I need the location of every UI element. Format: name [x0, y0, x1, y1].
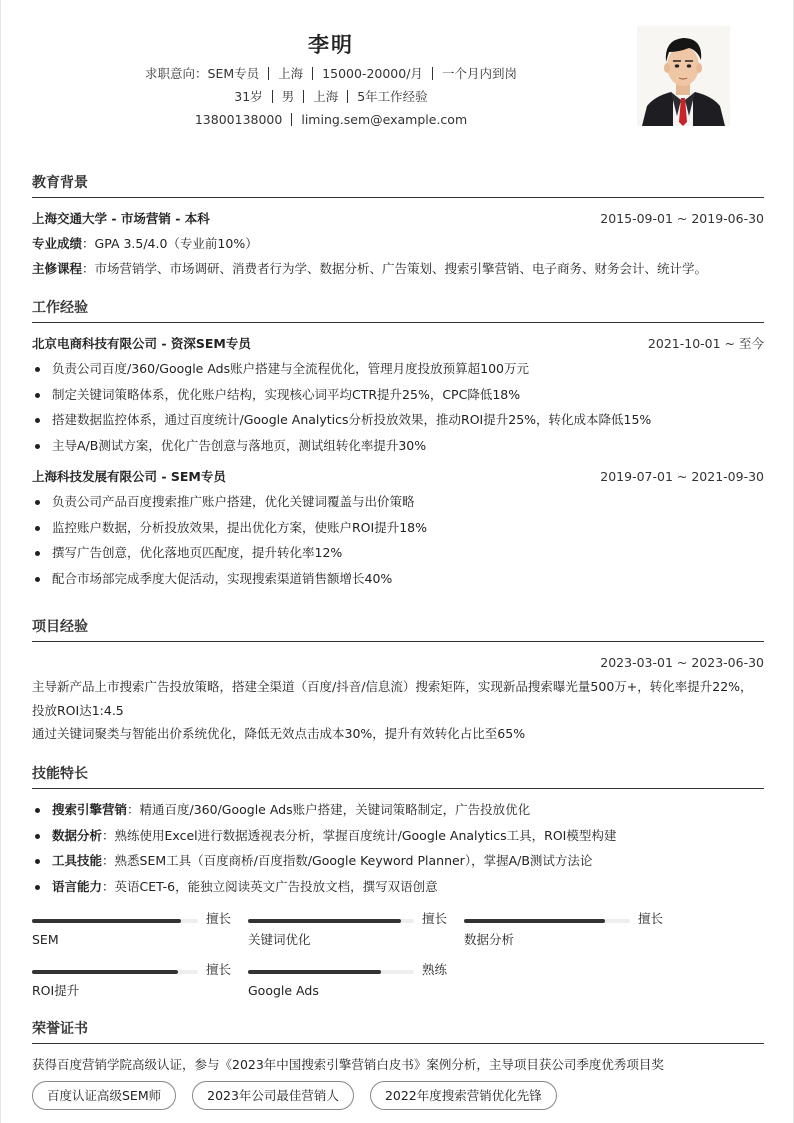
skill-level: 擅长 [206, 962, 232, 977]
section-skills [32, 763, 764, 899]
honor-tag: 百度认证高级SEM师 [32, 1081, 176, 1110]
gender: 男 [281, 89, 295, 104]
skill-level: 擅长 [638, 911, 664, 926]
list-item: 负责公司产品百度搜索推广账户搭建，优化关键词覆盖与出价策略 [32, 489, 764, 515]
job-header [32, 464, 764, 489]
education-date: 2015-09-01 ~ 2019-06-30 [600, 211, 764, 226]
divider [303, 90, 304, 103]
education-entry [32, 206, 764, 231]
section-honors [32, 1018, 764, 1110]
school-major-degree: 上海交通大学 - 市场营销 - 本科 [32, 211, 210, 226]
availability: 一个月内到岗 [441, 66, 517, 81]
skill-bar-fill [32, 919, 181, 923]
list-item [32, 848, 764, 874]
honors-description: 获得百度营销学院高级认证，参与《2023年中国搜索引擎营销白皮书》案例分析，主导项目获公司季度优秀项目奖 [32, 1057, 664, 1072]
skill-label: 搜索引擎营销 [52, 802, 128, 817]
list-item: 配合市场部完成季度大促活动，实现搜索渠道销售额增长40% [32, 566, 764, 592]
project-description: 通过关键词聚类与智能出价系统优化，降低无效点击成本30%，提升有效转化占比至65% [32, 726, 526, 741]
skill-name: ROI提升 [32, 983, 80, 998]
job-bullets [32, 356, 764, 458]
skill-bar-track [248, 970, 414, 974]
job-header [32, 331, 764, 356]
courses-row [32, 256, 764, 281]
experience-years: 5年工作经验 [357, 89, 428, 104]
skill-bar-fill [464, 919, 605, 923]
list-item: 搭建数据监控体系，通过百度统计/Google Analytics分析投放效果，推动ROI提升25%，转化成本降低15% [32, 407, 764, 433]
skill-level: 熟练 [422, 962, 448, 977]
divider [268, 67, 269, 80]
skill-bar [32, 909, 232, 955]
contact-line [1, 108, 661, 131]
section-title-skills: 技能特长 [32, 763, 764, 789]
list-item: 撰写广告创意，优化落地页匹配度，提升转化率12% [32, 540, 764, 566]
job-date: 2019-07-01 ~ 2021-09-30 [600, 469, 764, 484]
skills-list [32, 797, 764, 899]
divider [312, 67, 313, 80]
skill-level: 擅长 [206, 911, 232, 926]
divider [432, 67, 433, 80]
avatar-illustration-icon [637, 26, 730, 126]
skill-bar [464, 909, 664, 955]
section-education [32, 172, 764, 281]
section-title-honors: 荣誉证书 [32, 1018, 764, 1044]
skill-text: ：熟练使用Excel进行数据透视表分析，掌握百度统计/Google Analytics工具，ROI模型构建 [102, 827, 617, 843]
job-company-title: 北京电商科技有限公司 - 资深SEM专员 [32, 336, 251, 351]
location: 上海 [313, 89, 339, 104]
phone: 13800138000 [194, 112, 283, 127]
personal-info-line [1, 85, 661, 108]
section-work [32, 297, 764, 591]
skill-bar [248, 909, 448, 955]
section-title-project: 项目经验 [32, 616, 764, 642]
honor-tag: 2023年公司最佳营销人 [192, 1081, 354, 1110]
courses-value: ：市场营销学、市场调研、消费者行为学、数据分析、广告策划、搜索引擎营销、电子商务、财务会计、统计学。 [82, 261, 708, 276]
list-item: 制定关键词策略体系，优化账户结构，实现核心词平均CTR提升25%，CPC降低18% [32, 382, 764, 408]
skill-label: 工具技能 [52, 853, 103, 868]
honor-tags [32, 1081, 764, 1110]
skill-bar-track [248, 919, 414, 923]
job-bullets [32, 489, 764, 591]
list-item [32, 823, 764, 849]
skill-name: 关键词优化 [248, 932, 311, 947]
section-title-work: 工作经验 [32, 297, 764, 323]
job-intent-line [1, 62, 661, 85]
job-company-title: 上海科技发展有限公司 - SEM专员 [32, 469, 226, 484]
list-item [32, 874, 764, 900]
courses-label: 主修课程 [32, 261, 83, 276]
skill-text: ：熟悉SEM工具（百度商桥/百度指数/Google Keyword Planner），掌握A/B测试方法论 [102, 853, 593, 868]
intent-city: 上海 [278, 66, 304, 81]
resume-header [1, 28, 661, 131]
skill-bar-track [464, 919, 630, 923]
skill-name: Google Ads [248, 983, 319, 998]
divider [272, 90, 273, 103]
skill-bar [32, 960, 232, 1006]
list-item: 主导A/B测试方案，优化广告创意与落地页，测试组转化率提升30% [32, 433, 764, 459]
section-title-education: 教育背景 [32, 172, 764, 198]
skill-bar [248, 960, 448, 1006]
expected-salary: 15000-20000/月 [322, 66, 423, 81]
skill-label: 数据分析 [52, 827, 103, 843]
skill-bar-fill [248, 970, 381, 974]
gpa-label: 专业成绩 [32, 236, 83, 251]
divider [291, 113, 292, 126]
age: 31岁 [234, 89, 263, 104]
list-item: 监控账户数据，分析投放效果，提出优化方案，使账户ROI提升18% [32, 515, 764, 541]
avatar [637, 26, 730, 126]
project-header [32, 650, 764, 675]
divider [347, 90, 348, 103]
job-intent: 求职意向：SEM专员 [145, 66, 260, 81]
skill-label: 语言能力 [52, 878, 103, 894]
candidate-name: 李明 [308, 33, 354, 57]
project-description: 主导新产品上市搜索广告投放策略，搭建全渠道（百度/抖音/信息流）搜索矩阵，实现新品搜索曝光量500万+，转化率提升22%，投放ROI达1:4.5 [32, 679, 753, 718]
gpa-row [32, 231, 764, 256]
skill-bar-fill [32, 970, 178, 974]
skill-text: ：英语CET-6，能独立阅读英文广告投放文档，撰写双语创意 [102, 878, 438, 894]
skill-bar-track [32, 970, 198, 974]
honor-tag: 2022年度搜索营销优化先锋 [370, 1081, 557, 1110]
list-item: 负责公司百度/360/Google Ads账户搭建与全流程优化，管理月度投放预算超100万元 [32, 356, 764, 382]
job-date: 2021-10-01 ~ 至今 [647, 336, 764, 351]
project-date: 2023-03-01 ~ 2023-06-30 [600, 655, 764, 670]
skill-level: 擅长 [422, 911, 448, 926]
skill-name: SEM [32, 932, 59, 947]
skill-bar-fill [248, 919, 401, 923]
section-project [32, 616, 764, 746]
email[interactable]: liming.sem@example.com [301, 112, 468, 127]
skill-bar-track [32, 919, 198, 923]
list-item [32, 797, 764, 823]
skill-text: ：精通百度/360/Google Ads账户搭建，关键词策略制定，广告投放优化 [127, 802, 531, 817]
gpa-value: ：GPA 3.5/4.0（专业前10%） [82, 236, 258, 251]
skill-name: 数据分析 [464, 932, 515, 947]
